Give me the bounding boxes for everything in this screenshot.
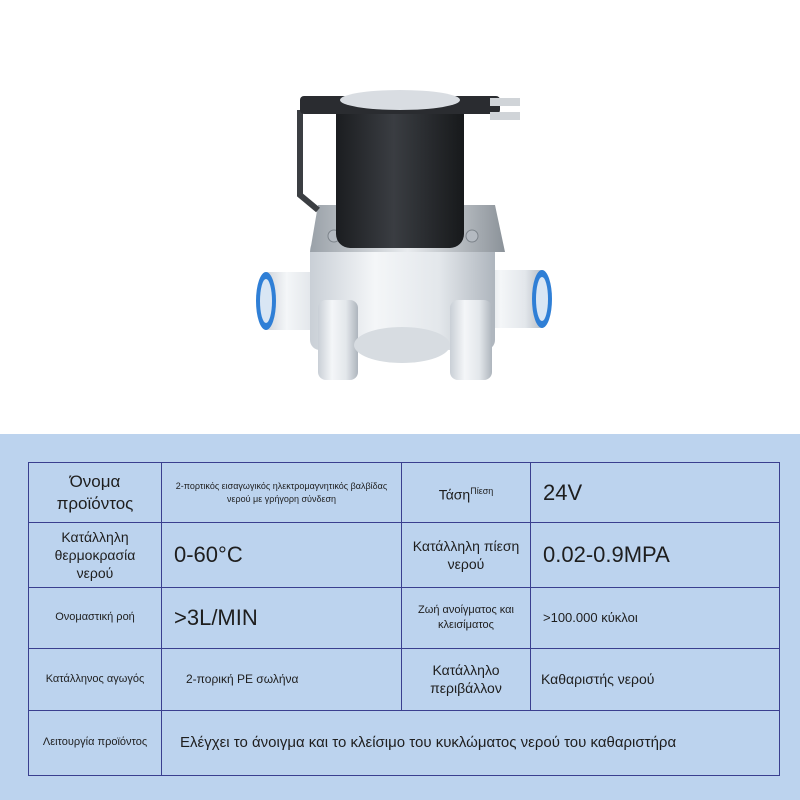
pressure-value: 0.02-0.9MPA (531, 523, 780, 588)
table-row (29, 523, 780, 588)
life-value: >100.000 κύκλοι (531, 588, 780, 648)
pressure-label: Κατάλληλη πίεση νερού (402, 523, 531, 588)
name-label: Όνομα προϊόντος (29, 463, 162, 523)
env-label: Κατάλληλο περιβάλλον (402, 648, 531, 710)
flow-value: >3L/MIN (162, 588, 402, 648)
pipe-label: Κατάλληνος αγωγός (29, 648, 162, 710)
spec-table (28, 462, 780, 776)
voltage-label-cell (402, 463, 531, 523)
voltage-label: Τάση (438, 486, 471, 503)
temp-value: 0-60°C (162, 523, 402, 588)
table-row (29, 588, 780, 648)
table-row (29, 463, 780, 523)
table-row (29, 648, 780, 710)
function-label: Λειτουργία προϊόντος (29, 710, 162, 775)
voltage-value: 24V (531, 463, 780, 523)
life-label: Ζωή ανοίγματος και κλεισίματος (402, 588, 531, 648)
table-row (29, 710, 780, 775)
temp-label: Κατάλληλη θερμοκρασία νερού (29, 523, 162, 588)
name-value: 2-πορτικός εισαγωγικός ηλεκτρομαγνητικός βαλβίδας νερού με γρήγορη σύνδεση (162, 463, 402, 523)
voltage-label-sup: Πίεση (470, 485, 494, 496)
pipe-value: 2-πορική PE σωλήνα (162, 648, 402, 710)
env-value: Καθαριστής νερού (531, 648, 780, 710)
flow-label: Ονομαστική ροή (29, 588, 162, 648)
function-value: Ελέγχει το άνοιγμα και το κλείσιμο του κυκλώματος νερού του καθαριστήρα (162, 710, 780, 775)
